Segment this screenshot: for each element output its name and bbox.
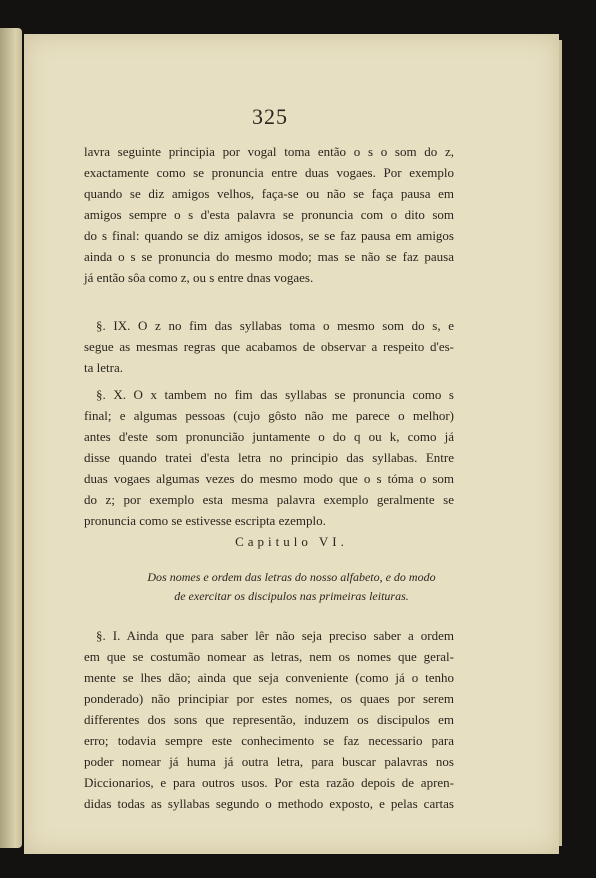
paragraph-10-line: disse quando tratei d'esta letra no principio das syllabas. Entre [84, 450, 454, 465]
chapter-heading: Capitulo VI. [235, 534, 348, 549]
paragraph-9-line: segue as mesmas regras que acabamos de observar a respeito d'es- [84, 339, 454, 354]
text-line: amigos sempre o s d'esta palavra se pronuncia com o dito som [84, 207, 454, 222]
chapter-subtitle: de exercitar os discipulos nas primeiras leituras. [174, 589, 409, 603]
paragraph-10-line: duas vogaes algumas vezes do mesmo modo que o s tóma o som [84, 471, 454, 486]
paragraph-1-line: Diccionarios, e para outros usos. Por esta razão depois de apren- [84, 775, 454, 790]
paragraph-10-line: do z; por exemplo esta mesma palavra exemplo geralmente se [84, 492, 454, 507]
text-line: exactamente como se pronuncia entre duas vogaes. Por exemplo [84, 165, 454, 180]
paragraph-10-line: final; e algumas pessoas (cujo gôsto não me parece o melhor) [84, 408, 454, 423]
chapter-subtitle: Dos nomes e ordem das letras do nosso alfabeto, e do modo [147, 570, 436, 584]
paragraph-1-line: ponderado) não principiar por estes nomes, os quaes por serem [84, 691, 454, 706]
book-page [24, 34, 559, 854]
paragraph-9-line: ta letra. [84, 360, 123, 375]
paragraph-1-line: erro; todavia sempre este conhecimento se faz necessario para [84, 733, 454, 748]
paragraph-10-line: pronuncia como se estivesse escripta ezemplo. [84, 513, 326, 528]
paragraph-1-line: em que se costumão nomear as letras, nem os nomes que geral- [84, 649, 454, 664]
text-line: lavra seguinte principia por vogal toma então o s o som do z, [84, 144, 454, 159]
paragraph-1-line: didas todas as syllabas segundo o methodo exposto, e pelas cartas [84, 796, 454, 811]
text-line: ainda o s se pronuncia do mesmo modo; mas se não se faz pausa [84, 249, 454, 264]
paragraph-10-line: §. X. O x tambem no fim das syllabas se pronuncia como s [96, 387, 454, 402]
page-number: 325 [252, 104, 288, 129]
paragraph-1-line: poder nomear já huma já outra letra, para buscar palavras nos [84, 754, 454, 769]
text-line: quando se diz amigos velhos, faça-se ou não se faça pausa em [84, 186, 454, 201]
text-line: já então sôa como z, ou s entre dnas vogaes. [84, 270, 314, 285]
paragraph-1-line: differentes dos sons que representão, induzem os discipulos em [84, 712, 454, 727]
paragraph-1-line: §. I. Ainda que para saber lêr não seja preciso saber a ordem [96, 628, 454, 643]
facing-page-edge [0, 28, 22, 848]
paragraph-1-line: mente se lhes dão; ainda que seja conveniente (como já o tenho [84, 670, 454, 685]
text-line: do s final: quando se diz amigos idosos, se se faz pausa em amigos [84, 228, 454, 243]
paragraph-10-line: antes d'este som pronuncião juntamente o do q ou k, como já [84, 429, 454, 444]
paragraph-9-line: §. IX. O z no fim das syllabas toma o mesmo som do s, e [96, 318, 454, 333]
